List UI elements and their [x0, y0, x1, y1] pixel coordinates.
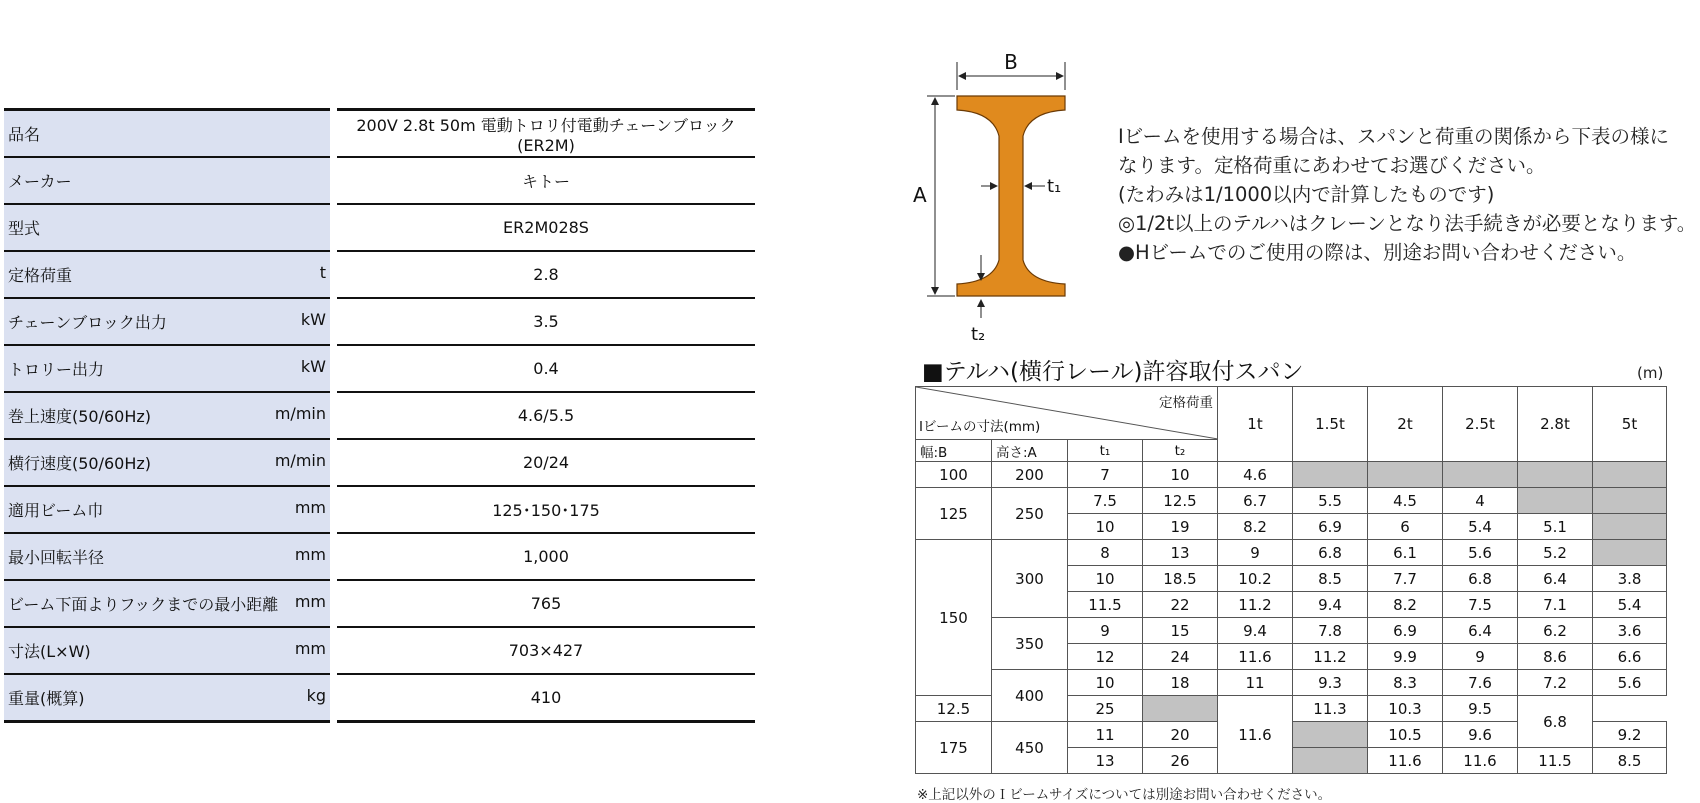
cell-na	[1593, 488, 1667, 514]
cell-t2: 15	[1143, 618, 1218, 644]
span-header-corner	[916, 387, 1218, 440]
cell-span: 8.5	[1293, 566, 1368, 592]
note-line: ◎1/2t以上のテルハはクレーンとなり法手続きが必要となります。	[1118, 212, 1697, 235]
dim-t1-label: t₁	[1047, 176, 1062, 197]
cell-span: 10.5	[1368, 722, 1443, 748]
cell-span: 5.6	[1593, 670, 1667, 696]
spec-label: 重量(概算)	[8, 689, 85, 708]
cell-t2: 12.5	[1143, 488, 1218, 514]
cell-b: 100	[916, 462, 992, 488]
dim-t2-label: t₂	[971, 324, 986, 340]
note-line: ●Hビームでのご使用の際は、別途お問い合わせください。	[1118, 241, 1637, 264]
cell-span: 5.4	[1593, 592, 1667, 618]
cell-span: 7.2	[1518, 670, 1593, 696]
spec-value: ER2M028S	[337, 204, 755, 251]
cell-a: 200	[992, 462, 1068, 488]
cell-t2: 20	[1143, 722, 1218, 748]
cell-span: 10.3	[1368, 696, 1443, 722]
cell-a: 300	[992, 540, 1068, 618]
table-row	[916, 488, 1667, 514]
cell-span: 5.5	[1293, 488, 1368, 514]
spec-row	[4, 674, 755, 722]
table-row	[916, 540, 1667, 566]
cell-a: 450	[992, 722, 1068, 774]
cell-t1: 10	[1068, 670, 1143, 696]
cell-t1: 7	[1068, 462, 1143, 488]
cell-t2: 13	[1143, 540, 1218, 566]
cell-span: 9.3	[1293, 670, 1368, 696]
spec-value: 4.6/5.5	[337, 392, 755, 439]
cell-span: 10.2	[1218, 566, 1293, 592]
cell-span: 4	[1443, 488, 1518, 514]
cell-span: 8.2	[1368, 592, 1443, 618]
spec-value: 2.8	[337, 251, 755, 298]
cell-t2: 25	[1068, 696, 1143, 722]
cell-span: 9	[1443, 644, 1518, 670]
cell-na	[1293, 722, 1368, 748]
cell-na	[1518, 462, 1593, 488]
dim-a-label: A	[913, 183, 927, 207]
spec-unit: m/min	[274, 404, 326, 423]
cell-na	[1293, 462, 1368, 488]
cell-span: 11.6	[1443, 748, 1518, 774]
spec-value: 200V 2.8t 50m 電動トロリ付電動チェーンブロック(ER2M)	[337, 110, 755, 158]
cell-na	[1368, 462, 1443, 488]
spec-row	[4, 627, 755, 674]
cell-span: 5.2	[1518, 540, 1593, 566]
cell-t1: 9	[1068, 618, 1143, 644]
cell-span: 6.9	[1368, 618, 1443, 644]
cell-t1: 7.5	[1068, 488, 1143, 514]
table-row	[916, 462, 1667, 488]
cell-span: 5.6	[1443, 540, 1518, 566]
table-row	[916, 618, 1667, 644]
spec-label-cell	[4, 110, 330, 158]
capacity-header: 2.5t	[1443, 387, 1518, 462]
cell-span: 11.6	[1368, 748, 1443, 774]
cell-span: 11.2	[1293, 644, 1368, 670]
cell-span: 11.5	[1518, 748, 1593, 774]
cell-na	[1593, 540, 1667, 566]
cell-b: 150	[916, 540, 992, 696]
spec-unit: kW	[300, 357, 326, 376]
header-beam-dims: Iビームの寸法(mm)	[919, 419, 1041, 435]
cell-span: 6.7	[1218, 488, 1293, 514]
cell-t1: 10	[1068, 566, 1143, 592]
cell-t1: 11	[1068, 722, 1143, 748]
cell-t2: 10	[1143, 462, 1218, 488]
spec-row	[4, 439, 755, 486]
spec-label: チェーンブロック出力	[8, 313, 167, 332]
cell-span: 6	[1368, 514, 1443, 540]
spec-row	[4, 110, 755, 158]
sub-header-width: 幅:B	[916, 440, 992, 462]
note-line: (たわみは1/1000以内で計算したものです)	[1118, 183, 1495, 206]
cell-span: 6.8	[1293, 540, 1368, 566]
cell-span: 6.8	[1443, 566, 1518, 592]
note-line: Iビームを使用する場合は、スパンと荷重の関係から下表の様に	[1118, 125, 1669, 148]
cell-span: 3.6	[1593, 618, 1667, 644]
spec-unit: kg	[306, 686, 326, 705]
cell-span: 3.8	[1593, 566, 1667, 592]
sub-header-t2: t₂	[1143, 440, 1218, 462]
cell-t2: 18.5	[1143, 566, 1218, 592]
spec-value: 765	[337, 580, 755, 627]
cell-span: 4.6	[1218, 462, 1293, 488]
spec-value: 0.4	[337, 345, 755, 392]
spec-value: 410	[337, 674, 755, 722]
span-table	[915, 386, 1667, 774]
cell-na	[1143, 696, 1218, 722]
span-footnote: ※上記以外のＩビームサイズについては別途お問い合わせください。	[917, 787, 1332, 803]
cell-span: 9.2	[1593, 722, 1667, 748]
spec-label: 品名	[8, 125, 41, 144]
capacity-header: 2t	[1368, 387, 1443, 462]
cell-span: 9.4	[1218, 618, 1293, 644]
spec-label: 横行速度(50/60Hz)	[8, 454, 152, 473]
cell-t1: 12	[1068, 644, 1143, 670]
cell-span: 8.2	[1218, 514, 1293, 540]
cell-na	[1593, 514, 1667, 540]
cell-na	[1593, 462, 1667, 488]
cell-t2: 22	[1143, 592, 1218, 618]
spec-unit: mm	[294, 639, 326, 658]
cell-t1: 11.5	[1068, 592, 1143, 618]
spec-label: トロリー出力	[8, 360, 105, 379]
cell-t2: 18	[1143, 670, 1218, 696]
cell-span: 7.1	[1518, 592, 1593, 618]
cell-t2: 19	[1143, 514, 1218, 540]
cell-span: 11.6	[1218, 696, 1293, 774]
cell-a: 250	[992, 488, 1068, 540]
cell-span: 8.5	[1593, 748, 1667, 774]
spec-unit: mm	[294, 592, 326, 611]
cell-t2: 26	[1143, 748, 1218, 774]
spec-row	[4, 204, 755, 251]
cell-span: 4.5	[1368, 488, 1443, 514]
cell-span: 7.6	[1443, 670, 1518, 696]
cell-span: 7.8	[1293, 618, 1368, 644]
cell-span: 5.1	[1518, 514, 1593, 540]
spec-label: ビーム下面よりフックまでの最小距離	[8, 595, 279, 614]
spec-unit: mm	[294, 545, 326, 564]
table-row	[916, 670, 1667, 696]
capacity-header: 5t	[1593, 387, 1667, 462]
spec-row	[4, 298, 755, 345]
cell-span: 6.4	[1518, 566, 1593, 592]
i-beam-diagram	[905, 50, 1105, 340]
spec-label: 巻上速度(50/60Hz)	[8, 407, 152, 426]
sub-header-t1: t₁	[1068, 440, 1143, 462]
spec-row	[4, 251, 755, 298]
spec-value: 3.5	[337, 298, 755, 345]
spec-row	[4, 486, 755, 533]
cell-span: 11.3	[1293, 696, 1368, 722]
cell-span: 5.4	[1443, 514, 1518, 540]
cell-t1: 8	[1068, 540, 1143, 566]
cell-t2: 24	[1143, 644, 1218, 670]
spec-label: 最小回転半径	[8, 548, 105, 567]
cell-span: 9.6	[1443, 722, 1518, 748]
usage-notes	[1118, 122, 1698, 267]
cell-na	[1443, 462, 1518, 488]
spec-unit: m/min	[274, 451, 326, 470]
cell-span: 11	[1218, 670, 1293, 696]
spec-value: 20/24	[337, 439, 755, 486]
cell-t1: 12.5	[916, 696, 992, 722]
spec-label: 型式	[8, 219, 41, 238]
cell-b: 125	[916, 488, 992, 540]
cell-span: 9.5	[1443, 696, 1518, 722]
spec-row	[4, 392, 755, 439]
cell-span: 11.2	[1218, 592, 1293, 618]
cell-na	[1293, 748, 1368, 774]
spec-label: 適用ビーム巾	[8, 501, 104, 520]
capacity-header: 1.5t	[1293, 387, 1368, 462]
spec-value: キトー	[337, 157, 755, 204]
cell-span: 6.4	[1443, 618, 1518, 644]
cell-span: 9.4	[1293, 592, 1368, 618]
spec-label: 寸法(L×W)	[8, 642, 91, 661]
cell-span: 9	[1218, 540, 1293, 566]
spec-label: 定格荷重	[8, 266, 73, 285]
cell-span: 6.8	[1518, 696, 1593, 748]
cell-t1: 10	[1068, 514, 1143, 540]
spec-label: メーカー	[8, 172, 72, 191]
capacity-header: 1t	[1218, 387, 1293, 462]
spec-table	[4, 108, 755, 723]
spec-value: 703×427	[337, 627, 755, 674]
cell-span: 6.2	[1518, 618, 1593, 644]
spec-row	[4, 580, 755, 627]
cell-span: 7.5	[1443, 592, 1518, 618]
spec-unit: t	[319, 263, 326, 282]
span-unit-label: (m)	[1637, 364, 1664, 382]
cell-span: 8.6	[1518, 644, 1593, 670]
cell-b: 175	[916, 722, 992, 774]
cell-span: 6.9	[1293, 514, 1368, 540]
cell-span: 9.9	[1368, 644, 1443, 670]
cell-span: 7.7	[1368, 566, 1443, 592]
dim-b-label: B	[1004, 50, 1018, 74]
cell-a: 350	[992, 618, 1068, 670]
spec-row	[4, 533, 755, 580]
cell-a: 400	[992, 670, 1068, 722]
cell-span: 8.3	[1368, 670, 1443, 696]
cell-span: 6.6	[1593, 644, 1667, 670]
capacity-header: 2.8t	[1518, 387, 1593, 462]
span-table-title: ■テルハ(横行レール)許容取付スパン	[922, 359, 1304, 385]
note-line: なります。定格荷重にあわせてお選びください。	[1118, 154, 1546, 177]
spec-value: 1,000	[337, 533, 755, 580]
header-rated-load: 定格荷重	[1159, 395, 1213, 411]
sub-header-height: 高さ:A	[992, 440, 1068, 462]
cell-t1: 13	[1068, 748, 1143, 774]
spec-unit: kW	[300, 310, 326, 329]
spec-value: 125･150･175	[337, 486, 755, 533]
spec-row	[4, 345, 755, 392]
cell-span: 6.1	[1368, 540, 1443, 566]
spec-row	[4, 157, 755, 204]
cell-na	[1518, 488, 1593, 514]
spec-unit: mm	[294, 498, 326, 517]
cell-span: 11.6	[1218, 644, 1293, 670]
